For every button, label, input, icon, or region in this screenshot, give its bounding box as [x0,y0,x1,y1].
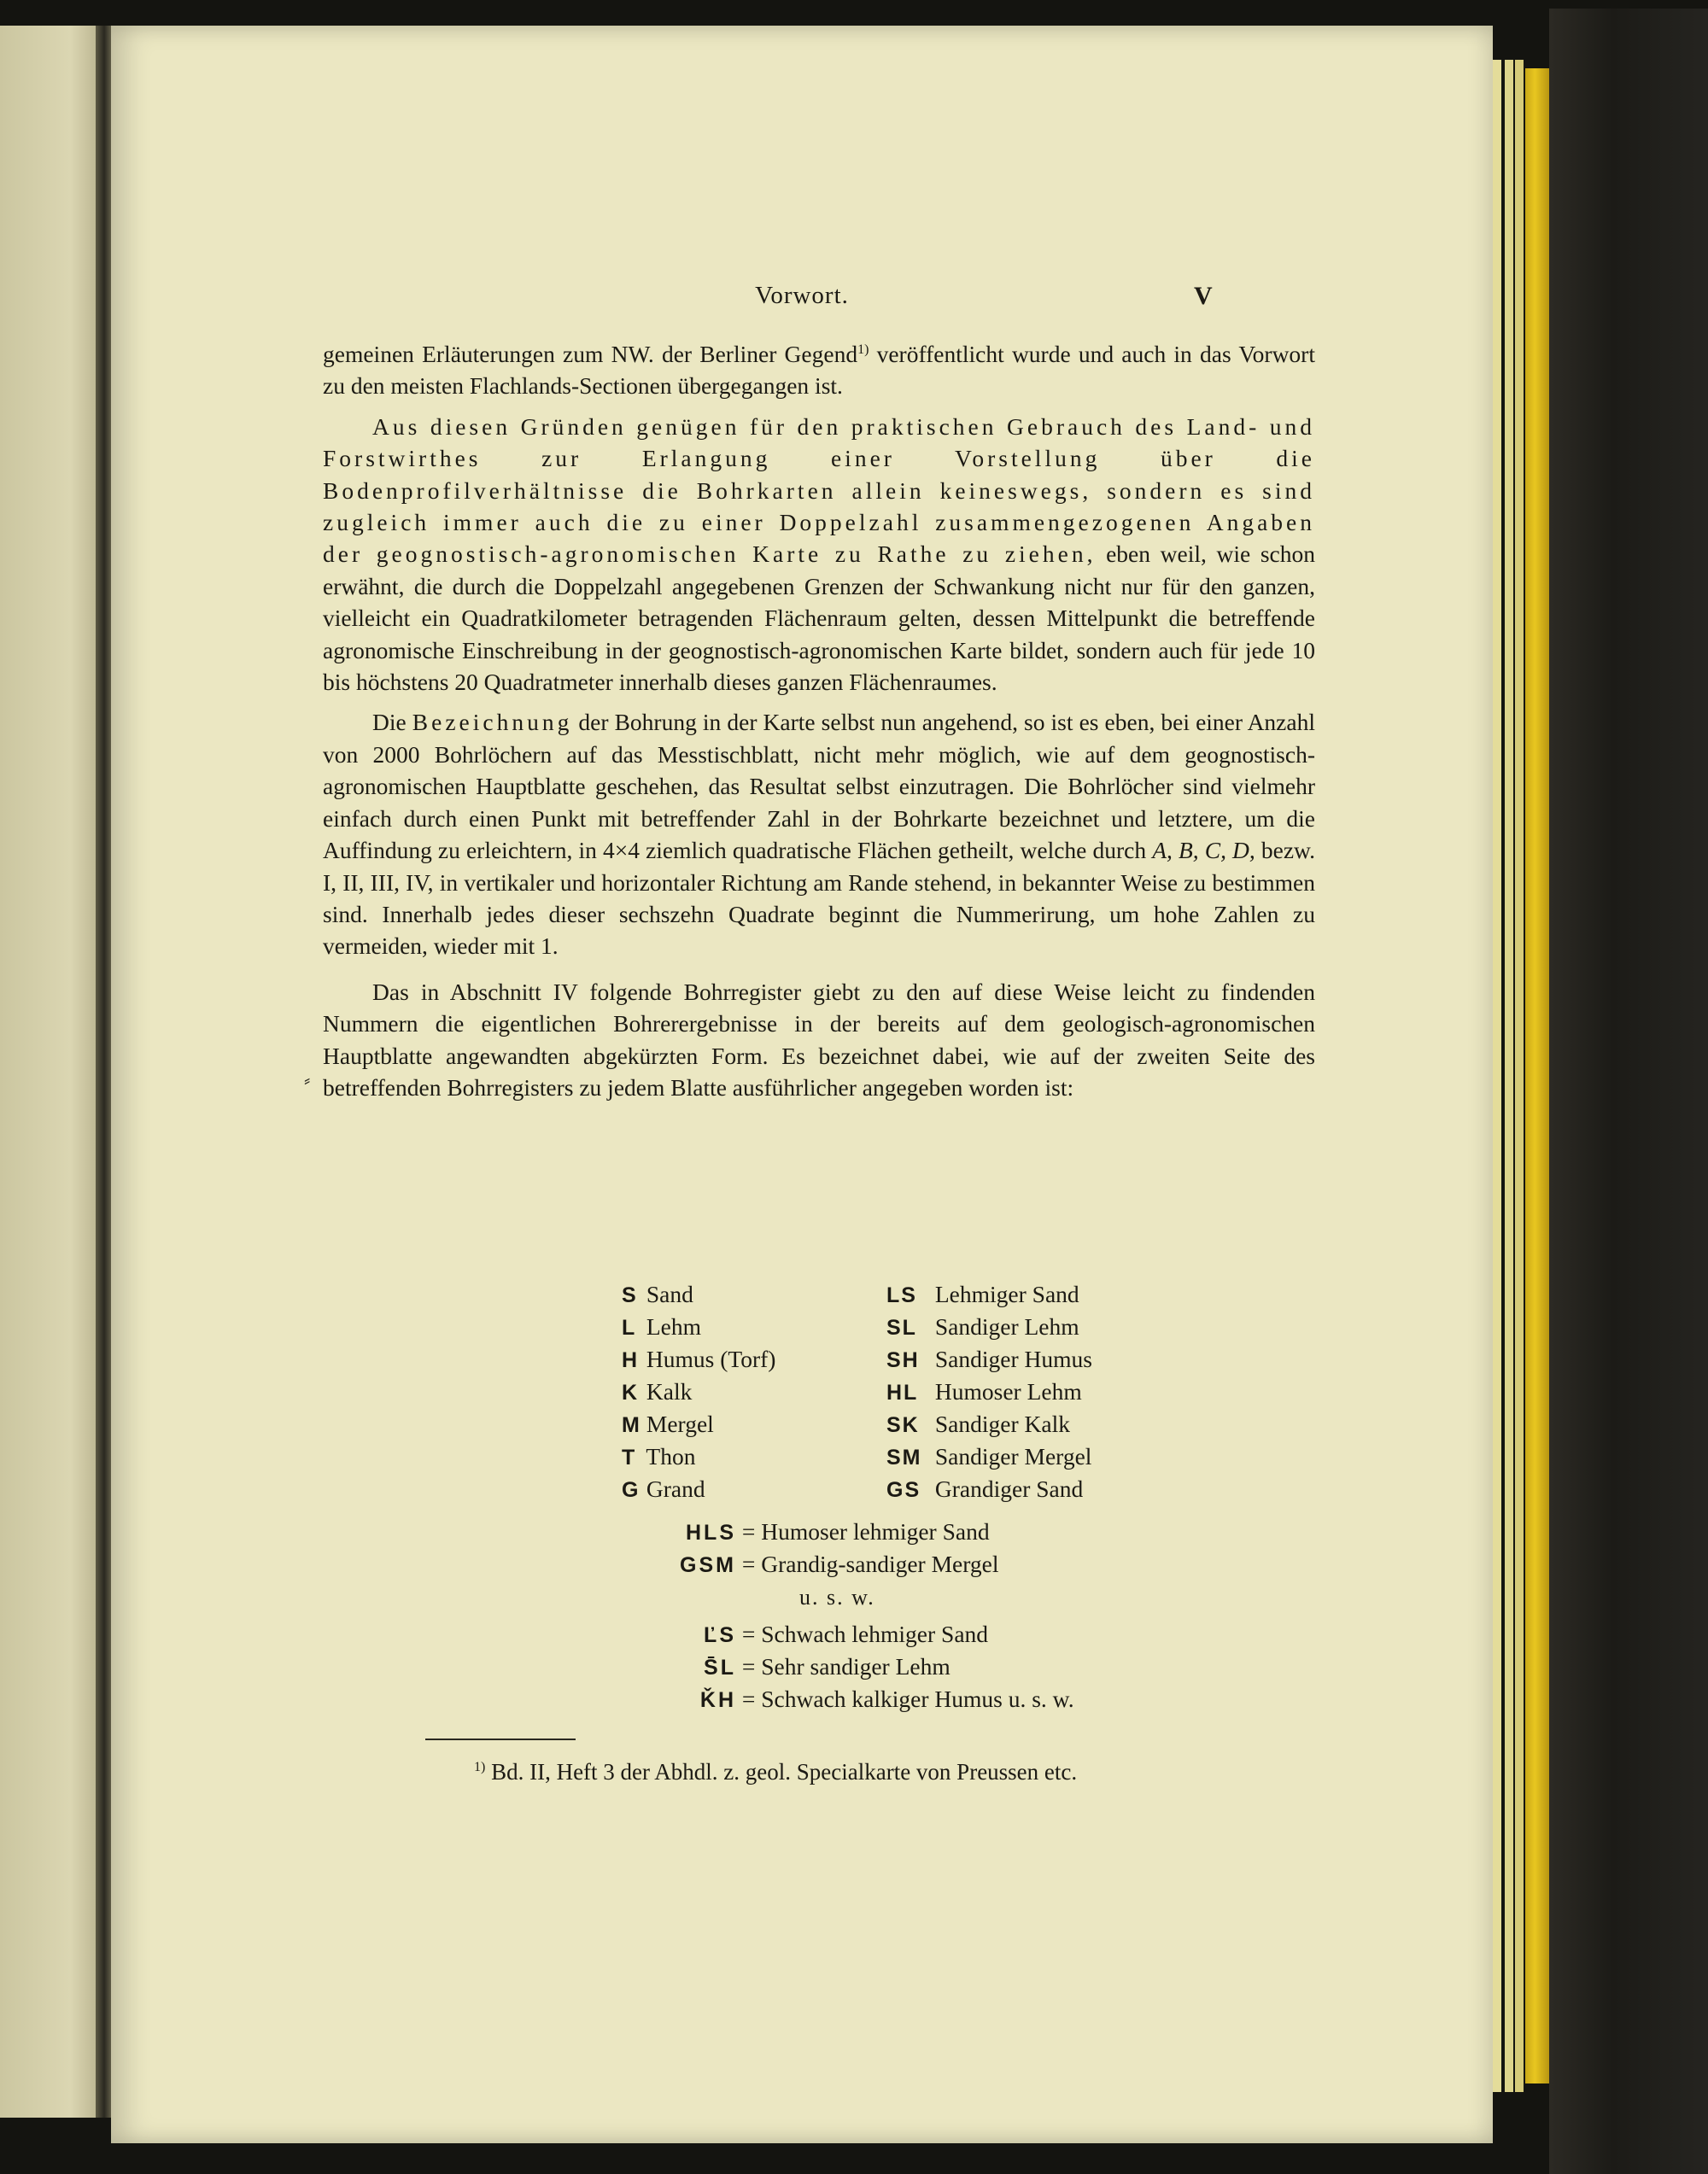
abbr-code: M [622,1413,640,1437]
footnote-ref: 1) [857,342,869,357]
abbr-code: LS [886,1283,917,1307]
paragraph-3-text-a: Die [372,709,412,736]
abbr-right [886,1313,1079,1341]
abbr-label: Sandiger Lehm [934,1313,1079,1340]
modified-abbreviations [675,1621,1074,1718]
paragraph-1 [323,338,1315,402]
abbr-left [622,1411,714,1438]
abbr-code: SH [886,1348,920,1372]
abbr-left [622,1476,705,1503]
abbr-label: Lehm [646,1313,702,1340]
paragraph-3-spaced-word: Bezeichnung [412,709,573,736]
paragraph-2 [323,411,1315,698]
abbr-label: Humoser Lehm [934,1378,1082,1405]
abbr-label: Grandiger Sand [934,1476,1084,1502]
abbr-label: Lehmiger Sand [934,1281,1079,1307]
abbr-code: H [622,1348,638,1372]
abbr-label: Sandiger Humus [934,1346,1092,1372]
left-page-edge [0,26,101,2118]
paragraph-3 [323,706,1315,961]
page-number: V [1194,282,1213,310]
abbr-right [886,1378,1082,1406]
combined-code: GSM [680,1553,736,1577]
abbr-label: Grand [646,1476,705,1502]
combined-code: HLS [686,1521,736,1545]
paragraph-1-text: gemeinen Erläuterungen zum NW. der Berliner Gegend [323,341,858,367]
combined-label: = Grandig-sandiger Mergel [741,1551,999,1577]
combined-label: = Humoser lehmiger Sand [741,1518,990,1545]
abbr-code: T [622,1446,635,1470]
paragraph-3-text-b: der Bohrung in der Karte selbst nun angehend, so ist es eben, bei einer Anzahl von 2000 Bohrlöchern auf das Messtischblatt, nicht mehr möglich, wie auf dem geognostisch-agronomischen Hauptblatte geschehen, das Resultat selbst einzutragen. Die Bohrlöcher sind vielmehr einfach durch einen Punkt mit betreffender Zahl in der Bohrkarte bezeichnet und letztere, um die Auffindung zu erleichtern, in 4×4 ziemlich quadratische Flächen getheilt, welche durch [323,709,1315,864]
abbr-right [886,1411,1070,1438]
book-cover [1549,9,1708,2174]
modified-label: = Schwach kalkiger Humus u. s. w. [741,1686,1074,1712]
body-text [323,338,1315,1103]
usw-text: u. s. w. [799,1585,875,1610]
footnote-text: Bd. II, Heft 3 der Abhdl. z. geol. Specialkarte von Preussen etc. [485,1759,1078,1785]
abbr-right [886,1443,1091,1470]
gilded-page-edges [1525,68,1549,2083]
abbr-code: SL [886,1316,917,1340]
abbr-label: Sandiger Mergel [934,1443,1092,1470]
modified-row [675,1621,1074,1653]
abbr-left [622,1346,775,1373]
book-gutter [96,26,113,2118]
page-edge-strip [1493,60,1501,2092]
modified-row [675,1653,1074,1686]
paragraph-3-letters: A, B, C, D, [1152,837,1255,864]
combined-row [658,1518,998,1551]
abbr-left [622,1378,692,1406]
abbr-left [622,1281,693,1308]
abbr-code: GS [886,1478,921,1502]
abbr-right [886,1346,1092,1373]
footnote [474,1759,1077,1785]
footnote-marker: 1) [474,1760,486,1774]
footnote-divider [425,1739,576,1740]
abbr-right [886,1281,1079,1308]
abbr-code: G [622,1478,639,1502]
abbr-label: Mergel [646,1411,714,1437]
book-page [111,26,1493,2143]
modified-row [675,1686,1074,1718]
combined-row [658,1551,998,1583]
paragraph-1-text-cont: veröffentlicht wurde und auch in das Vorwort zu den meisten Flachlands-Sectionen übergegangen ist. [323,341,1315,400]
page-header [111,282,1493,316]
modified-label: = Sehr sandiger Lehm [741,1653,951,1680]
paragraph-2-text: eben weil, wie schon erwähnt, die durch die Doppelzahl angegebenen Grenzen der Schwankung nicht nur für den ganzen, vielleicht ein Quadratkilometer betragenden Flächenraum gelten, dessen Mittelpunkt die betreffende agronomische Einschreibung in der geognostisch-agronomischen Karte bildet, sondern auch für jede 10 bis höchstens 20 Quadratmeter innerhalb dieses ganzen Flächenraumes. [323,541,1315,696]
abbr-code: HL [886,1381,919,1405]
abbr-label: Thon [646,1443,696,1470]
modified-code: ĽS [704,1623,736,1647]
abbr-label: Humus (Torf) [646,1346,776,1372]
page-title: Vorwort. [755,282,849,309]
modified-code: S̄L [704,1656,736,1680]
abbr-label: Kalk [646,1378,693,1405]
abbr-code: K [622,1381,638,1405]
modified-label: = Schwach lehmiger Sand [741,1621,989,1647]
abbr-code: SK [886,1413,920,1437]
page-edge-strip [1505,60,1513,2092]
modified-code: ǨH [699,1688,736,1712]
abbr-code: L [622,1316,635,1340]
abbr-label: Sandiger Kalk [934,1411,1070,1437]
abbr-right [886,1476,1083,1503]
abbr-left [622,1313,701,1341]
paragraph-3-text-c: bezw. I, II, III, IV, in vertikaler und horizontaler Richtung am Rande stehend, in bekannter Weise zu bestimmen sind. Innerhalb jedes dieser sechszehn Quadrate beginnt die Nummerirung, um hohe Zahlen zu vermeiden, wieder mit 1. [323,837,1315,960]
page-edge-strip [1515,60,1524,2092]
pencil-mark: ⸗ [304,1069,311,1090]
abbr-left [622,1443,695,1470]
abbr-code: S [622,1283,636,1307]
combined-abbreviations [658,1518,998,1583]
paragraph-2-spaced-text: Aus diesen Gründen genügen für den praktischen Gebrauch des Land- und Forstwirthes zur Erlangung einer Vorstellung über die Bodenprofilverhältnisse die Bohrkarten allein keineswegs, sondern es sind zugleich immer auch die zu einer Doppelzahl zusammengezogenen Angaben der geognostisch-agronomischen Karte zu Rathe zu ziehen, [323,412,1315,568]
paragraph-4: Das in Abschnitt IV folgende Bohrregister giebt zu den auf diese Weise leicht zu findenden Nummern die eigentlichen Bohrerergebnisse in der bereits auf dem geologisch-agronomischen Hauptblatte angewandten abgekürzten Form. Es bezeichnet dabei, wie auf der zweiten Seite des betreffenden Bohrregisters zu jedem Blatte ausführlicher angegeben worden ist: [323,978,1315,1101]
abbr-label: Sand [646,1281,693,1307]
abbr-code: SM [886,1446,922,1470]
